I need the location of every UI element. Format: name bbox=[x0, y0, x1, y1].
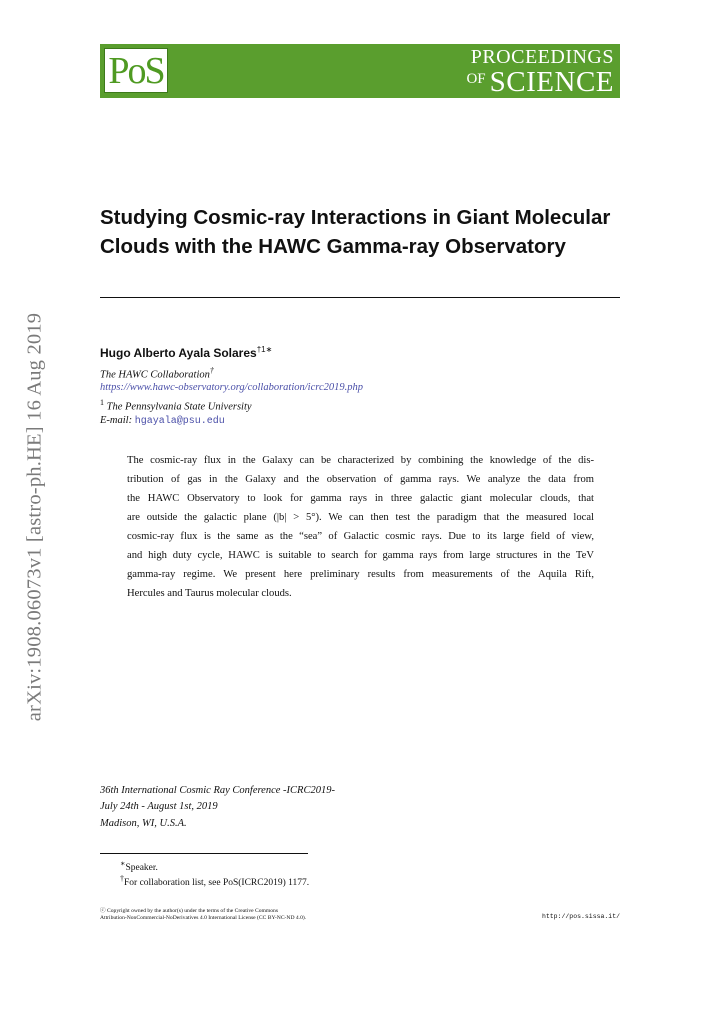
banner-of-science bbox=[466, 66, 614, 99]
banner-proceedings: PROCEEDINGS bbox=[470, 46, 614, 68]
abstract bbox=[127, 451, 594, 603]
footnote-mark: † bbox=[120, 874, 124, 883]
author-name-text: Hugo Alberto Ayala Solares bbox=[100, 346, 257, 360]
copyright-notice bbox=[100, 908, 306, 922]
email-label: E-mail: bbox=[100, 415, 133, 426]
arxiv-stamp-container bbox=[18, 288, 52, 746]
pos-logo bbox=[104, 48, 168, 93]
title-line-2: Clouds with the HAWC Gamma-ray Observatory bbox=[100, 235, 566, 258]
conference-dates: July 24th - August 1st, 2019 bbox=[100, 801, 218, 812]
arxiv-stamp: arXiv:1908.06073v1 [astro-ph.HE] 16 Aug 2019 bbox=[23, 312, 46, 722]
footnote-collaboration bbox=[120, 874, 309, 888]
footnote-mark: ∗ bbox=[120, 859, 126, 868]
copyright-line-1: ⓒ Copyright owned by the author(s) under the terms of the Creative Commons bbox=[100, 908, 279, 914]
footnote-speaker bbox=[120, 859, 158, 873]
collaboration-link[interactable]: https://www.hawc-observatory.org/collaboration/icrc2019.php bbox=[100, 382, 363, 393]
abstract-line: tribution of gas in the Galaxy and the observation of gamma rays. We analyze the data from bbox=[127, 474, 594, 485]
author-name bbox=[100, 345, 272, 360]
title-line-1: Studying Cosmic-ray Interactions in Giant Molecular bbox=[100, 206, 611, 229]
copyright-line-2: Attribution-NonCommercial-NoDerivatives 4.0 International License (CC BY-NC-ND 4.0). bbox=[100, 915, 307, 921]
affiliation bbox=[100, 398, 252, 413]
conference-location: Madison, WI, U.S.A. bbox=[100, 818, 187, 829]
pos-banner bbox=[100, 44, 620, 98]
affiliation-text: The Pennsylvania State University bbox=[106, 401, 252, 413]
pos-site-url[interactable]: http://pos.sissa.it/ bbox=[541, 913, 620, 920]
abstract-line: gamma-ray regime. We present here preliminary results from measurements of the Aquila Rift, bbox=[127, 569, 594, 580]
email-line bbox=[100, 415, 225, 427]
conference-name: 36th International Cosmic Ray Conference -ICRC2019- bbox=[100, 785, 335, 796]
paper-title bbox=[100, 203, 640, 261]
author-marks: †1∗ bbox=[256, 345, 273, 354]
abstract-line: The cosmic-ray flux in the Galaxy can be characterized by combining the knowledge of the dis- bbox=[127, 455, 594, 466]
abstract-line: and high duty cycle, HAWC is suitable to search for gamma rays from large structures in the TeV bbox=[127, 550, 594, 561]
collaboration bbox=[100, 366, 214, 381]
abstract-line: Hercules and Taurus molecular clouds. bbox=[127, 588, 292, 599]
banner-of: OF bbox=[466, 71, 486, 87]
footnote-divider bbox=[100, 853, 308, 854]
title-divider bbox=[100, 297, 620, 298]
footnote-text: Speaker. bbox=[125, 863, 158, 874]
footnote-text: For collaboration list, see PoS(ICRC2019) 1177. bbox=[124, 878, 310, 889]
pos-logo-text: PoS bbox=[108, 50, 164, 92]
abstract-line: cosmic-ray flux is the same as the “sea” of Galactic cosmic rays. Due to its large field of view, bbox=[127, 531, 594, 542]
banner-science: SCIENCE bbox=[489, 66, 614, 98]
email-link[interactable]: hgayala@psu.edu bbox=[134, 416, 225, 427]
abstract-line: are outside the galactic plane (|b| > 5°). We can then test the paradigm that the measured local bbox=[127, 512, 594, 523]
collaboration-text: The HAWC Collaboration bbox=[100, 369, 210, 381]
affiliation-mark: 1 bbox=[100, 398, 104, 407]
abstract-line: the HAWC Observatory to look for gamma rays in three galactic giant molecular clouds, that bbox=[127, 493, 594, 504]
collaboration-mark: † bbox=[209, 366, 214, 375]
